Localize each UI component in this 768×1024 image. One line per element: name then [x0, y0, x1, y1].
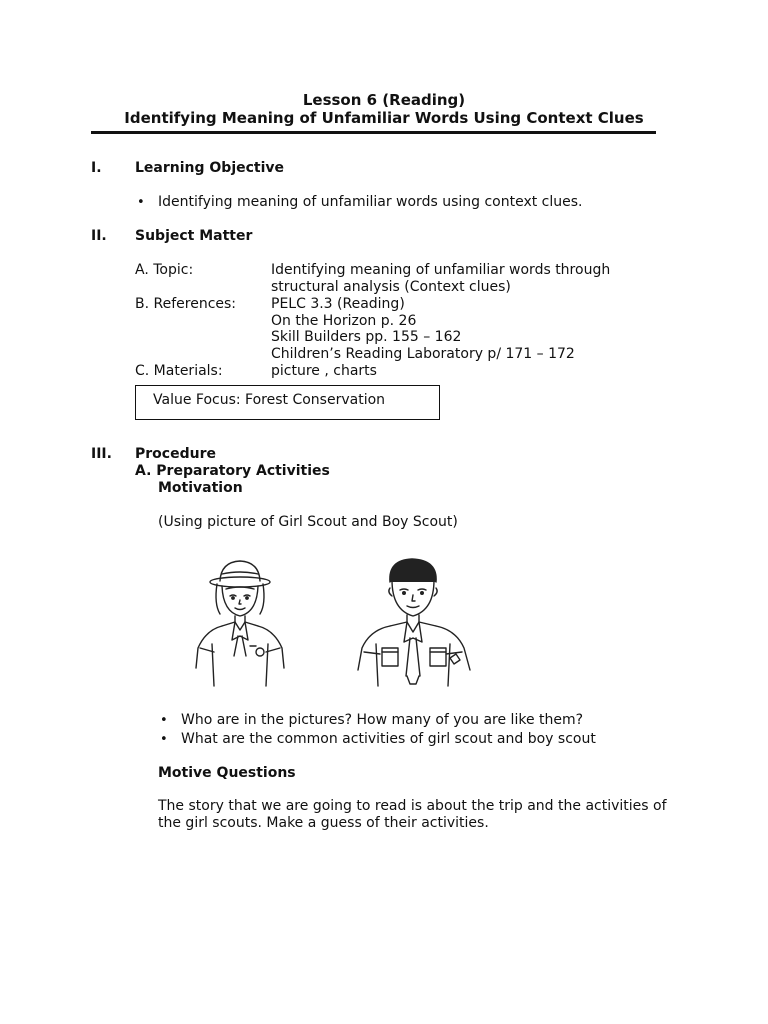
section-1-heading: Learning Objective	[135, 160, 285, 176]
topic-label: A. Topic:	[135, 262, 194, 278]
section-3-numeral: III.	[91, 446, 112, 462]
picture-note: (Using picture of Girl Scout and Boy Scout)	[158, 514, 458, 530]
objective-text: Identifying meaning of unfamiliar words using context clues.	[158, 194, 583, 210]
section-2-heading: Subject Matter	[135, 228, 253, 244]
section-3-heading: Procedure	[135, 446, 216, 462]
topic-line: Identifying meaning of unfamiliar words through	[271, 262, 611, 278]
value-focus-box	[135, 385, 440, 420]
boy-scout-illustration	[352, 554, 476, 688]
reference-item: Skill Builders pp. 155 – 162	[271, 329, 462, 345]
reference-item: Children’s Reading Laboratory p/ 171 – 172	[271, 346, 575, 362]
materials-value: picture , charts	[271, 363, 377, 379]
title-rule	[91, 131, 656, 134]
girl-scout-illustration	[190, 556, 290, 688]
section-1-numeral: I.	[91, 160, 102, 176]
reference-item: On the Horizon p. 26	[271, 313, 417, 329]
bullet-icon: •	[137, 195, 145, 210]
references-label: B. References:	[135, 296, 237, 312]
lesson-title: Identifying Meaning of Unfamiliar Words Using Context Clues	[124, 109, 644, 127]
preparatory-activities-heading: A. Preparatory Activities	[135, 463, 330, 479]
motivation-heading: Motivation	[158, 480, 243, 496]
topic-line: structural analysis (Context clues)	[271, 279, 511, 295]
motive-questions-heading: Motive Questions	[158, 765, 296, 781]
question-item: Who are in the pictures? How many of you are like them?	[181, 712, 584, 728]
motive-paragraph: The story that we are going to read is about the trip and the activities of the girl scouts. Make a guess of their activities.	[158, 798, 667, 831]
lesson-label: Lesson 6 (Reading)	[302, 91, 466, 109]
bullet-icon: •	[160, 713, 168, 728]
bullet-icon: •	[160, 732, 168, 747]
question-item: What are the common activities of girl scout and boy scout	[181, 731, 596, 747]
reference-item: PELC 3.3 (Reading)	[271, 296, 405, 312]
value-focus-text: Value Focus: Forest Conservation	[153, 392, 386, 408]
materials-label: C. Materials:	[135, 363, 223, 379]
section-2-numeral: II.	[91, 228, 107, 244]
